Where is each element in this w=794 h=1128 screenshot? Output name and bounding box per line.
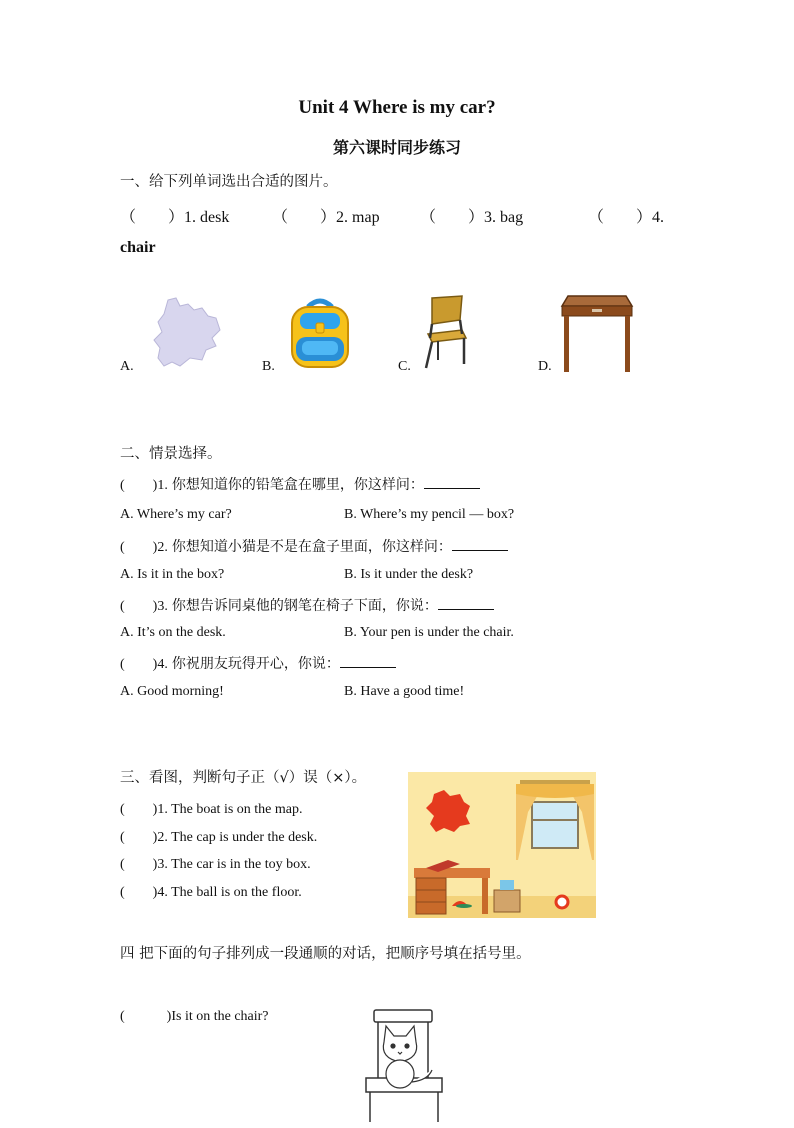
word-label: 3. bag	[484, 209, 524, 226]
question-row	[120, 653, 396, 673]
answer-paren[interactable]: ( )	[120, 857, 158, 872]
image-label-b: B.	[262, 359, 275, 374]
question-text: 你想知道小猫是不是在盒子里面，你这样问：	[171, 539, 452, 555]
question-row	[120, 595, 494, 615]
room-picture	[408, 772, 596, 923]
image-label-d: D.	[538, 359, 552, 374]
option-b: B. Your pen is under the chair.	[344, 625, 514, 640]
word-label: 2. map	[336, 209, 380, 226]
option-b: B. Is it under the desk?	[344, 567, 474, 582]
answer-paren[interactable]: ( )	[120, 1009, 172, 1024]
cat-on-chair-picture	[362, 1008, 446, 1128]
answer-paren[interactable]: （ ）	[272, 209, 337, 226]
section-heading-3: 三、看图，判断句子正（√）误（×）。	[120, 770, 367, 786]
question-number: 1.	[157, 478, 168, 493]
answer-paren[interactable]: （ ）	[420, 209, 485, 226]
map-icon	[150, 296, 226, 373]
answer-blank[interactable]	[424, 474, 480, 489]
question-text: 你祝朋友玩得开心，你说：	[171, 656, 340, 672]
word-item	[420, 204, 523, 227]
judge-text: 3. The car is in the toy box.	[157, 857, 311, 872]
word-item	[588, 204, 664, 227]
section-heading-4: 四 把下面的句子排列成一段通顺的对话，把顺序号填在括号里。	[120, 946, 531, 962]
desk-icon	[560, 294, 636, 379]
image-label-a: A.	[120, 359, 134, 374]
answer-paren[interactable]: ( )	[120, 885, 158, 900]
word-item	[272, 204, 380, 227]
question-row	[120, 474, 480, 494]
answer-blank[interactable]	[340, 653, 396, 668]
judge-row	[120, 853, 311, 873]
option-a: A. Is it in the box?	[120, 567, 225, 582]
image-label-c: C.	[398, 359, 411, 374]
option-b: B. Have a good time!	[344, 684, 465, 699]
word-item	[120, 204, 229, 227]
section-heading-2: 二、情景选择。	[120, 446, 222, 462]
question-text: 你想告诉同桌他的钢笔在椅子下面，你说：	[171, 598, 438, 614]
judge-row	[120, 798, 303, 818]
question-number: 4.	[157, 657, 168, 672]
question-text: 你想知道你的铅笔盒在哪里，你这样问：	[171, 477, 424, 493]
section-heading-1: 一、给下列单词选出合适的图片。	[120, 174, 338, 190]
answer-paren[interactable]: ( )	[120, 657, 158, 672]
answer-paren[interactable]: ( )	[120, 599, 158, 614]
answer-paren[interactable]: ( )	[120, 478, 158, 493]
answer-blank[interactable]	[438, 595, 494, 610]
answer-blank[interactable]	[452, 536, 508, 551]
judge-text: 1. The boat is on the map.	[157, 802, 303, 817]
option-a: A. It’s on the desk.	[120, 625, 226, 640]
answer-paren[interactable]: ( )	[120, 540, 158, 555]
question-number: 2.	[157, 540, 168, 555]
option-a: A. Good morning!	[120, 684, 224, 699]
chair-icon	[418, 294, 470, 377]
word-wrap: chair	[120, 239, 156, 256]
bag-icon	[284, 297, 356, 376]
judge-row	[120, 881, 302, 901]
page-title: Unit 4 Where is my car?	[298, 97, 496, 118]
answer-paren[interactable]: （ ）	[588, 209, 653, 226]
option-b: B. Where’s my pencil — box?	[344, 507, 515, 522]
word-label: 1. desk	[184, 209, 230, 226]
question-row	[120, 536, 508, 556]
question-number: 3.	[157, 599, 168, 614]
cat-icon	[383, 1026, 432, 1088]
word-label: 4.	[652, 209, 665, 226]
judge-text: 4. The ball is on the floor.	[157, 885, 302, 900]
judge-text: 2. The cap is under the desk.	[157, 830, 318, 845]
answer-paren[interactable]: ( )	[120, 830, 158, 845]
order-text: Is it on the chair?	[171, 1009, 269, 1024]
judge-row	[120, 826, 317, 846]
order-row	[120, 1005, 269, 1025]
answer-paren[interactable]: ( )	[120, 802, 158, 817]
option-a: A. Where’s my car?	[120, 507, 232, 522]
page-subtitle: 第六课时同步练习	[332, 140, 461, 157]
answer-paren[interactable]: （ ）	[120, 209, 185, 226]
